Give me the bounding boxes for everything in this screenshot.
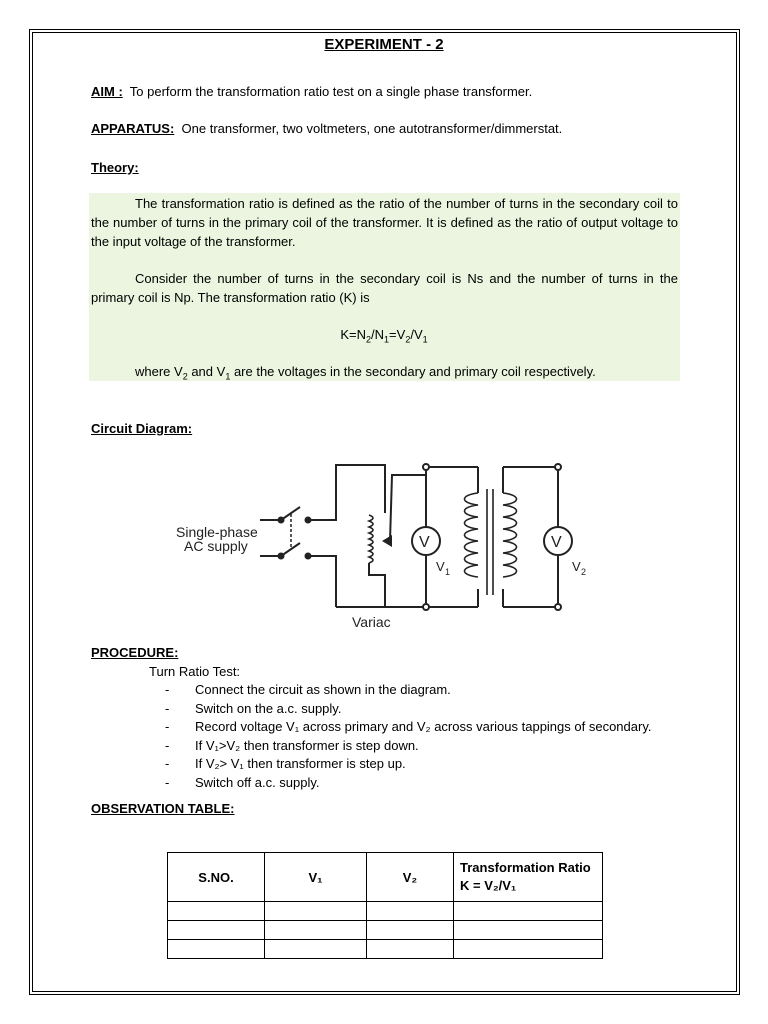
v2-terminal-top xyxy=(555,464,561,470)
switch-blade-top xyxy=(281,507,300,520)
variac-lower-lead xyxy=(369,563,385,607)
aim-label: AIM : xyxy=(91,84,123,99)
table-header-row xyxy=(168,853,603,902)
v2-terminal-bottom xyxy=(555,604,561,610)
apparatus-label: APPARATUS: xyxy=(91,121,175,136)
supply-label-line1: Single-phase xyxy=(176,524,258,540)
procedure-label: PROCEDURE: xyxy=(91,645,179,660)
table-row xyxy=(168,940,603,959)
theory-paragraph-2: Consider the number of turns in the secondary coil is Ns and the number of turns in the primary coil is Np. The transformation ratio (K) is xyxy=(91,271,678,305)
variac-coil xyxy=(369,515,373,563)
procedure-subtitle: Turn Ratio Test: xyxy=(149,664,241,679)
v1-terminal-bottom xyxy=(423,604,429,610)
page-title: EXPERIMENT - 2 xyxy=(324,36,444,53)
aim-text: To perform the transformation ratio test on a single phase transformer. xyxy=(129,84,533,99)
voltmeter-v2-symbol: V xyxy=(551,534,562,551)
v1-terminal-top xyxy=(423,464,429,470)
variac-label: Variac xyxy=(352,614,391,630)
header-ratio: Transformation Ratio K = V₂/V₁ xyxy=(454,853,603,902)
v1-label-sub: 1 xyxy=(445,567,451,577)
header-v2: V₂ xyxy=(367,853,454,902)
table-row xyxy=(168,902,603,921)
table-row xyxy=(168,921,603,940)
circuit-diagram xyxy=(160,445,587,635)
observation-table xyxy=(167,852,603,959)
ratio-formula: $K=N_2/N_1=V_2/V_1$ xyxy=(340,327,428,345)
wire-to-variac-top xyxy=(308,465,385,520)
theory-label: Theory: xyxy=(91,160,139,175)
v2-label-sub: 2 xyxy=(581,567,587,577)
theory-where-line: where $V_2$ and $V_1$ are the voltages in the secondary and primary coil respectively. xyxy=(135,364,596,382)
primary-coil xyxy=(465,493,479,577)
observation-label: OBSERVATION TABLE: xyxy=(91,801,235,816)
variac-wiper-arrow xyxy=(382,535,392,547)
circuit-diagram-label: Circuit Diagram: xyxy=(91,421,193,436)
apparatus-line xyxy=(91,119,562,138)
theory-paragraph-1: The transformation ratio is defined as the ratio of the number of turns in the secondary coil to the number of turns in the primary coil of the transformer. It is defined as the ratio of output voltage to the input voltage of the transformer. xyxy=(91,196,678,249)
header-sno: S.NO. xyxy=(168,853,265,902)
voltmeter-v1-symbol: V xyxy=(419,534,430,551)
apparatus-text: One transformer, two voltmeters, one autotransformer/dimmerstat. xyxy=(181,121,563,136)
aim-line xyxy=(91,82,532,101)
wire-to-variac-bottom xyxy=(308,556,336,607)
v2-label: V xyxy=(572,559,581,574)
supply-label-line2: AC supply xyxy=(184,538,248,554)
header-v1: V₁ xyxy=(265,853,367,902)
v1-label: V xyxy=(436,559,445,574)
secondary-coil xyxy=(503,493,517,577)
